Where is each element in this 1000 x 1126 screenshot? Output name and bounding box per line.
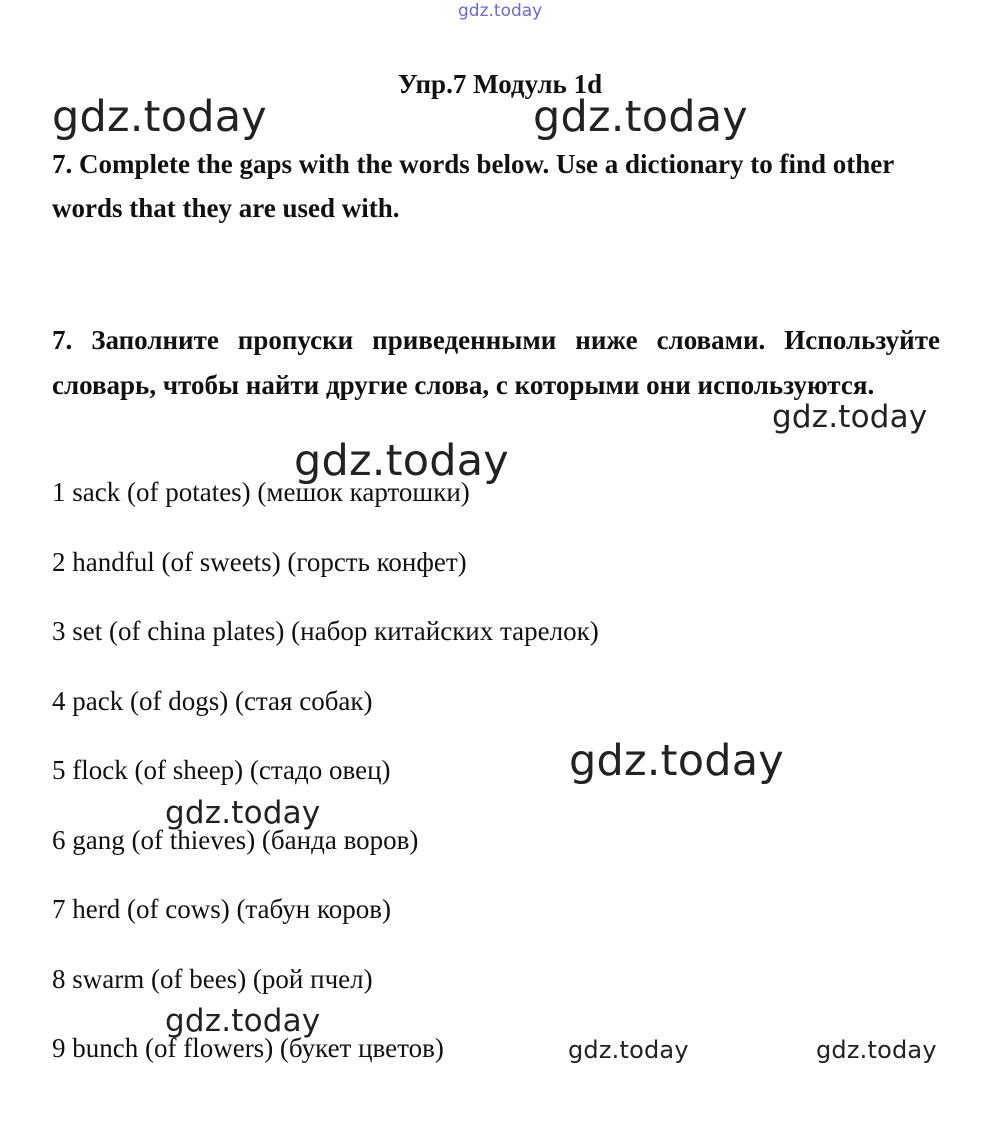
answer-item-9: 9 bunch (of flowers) (букет цветов)	[52, 1033, 444, 1063]
task-instruction-russian: 7. Заполните пропуски приведенными ниже словами. Используйте словарь, чтобы найти другие слова, с которыми они используются.	[52, 325, 940, 400]
answer-item-6: 6 gang (of thieves) (банда воров)	[52, 824, 419, 855]
watermark: gdz.today	[816, 1036, 937, 1064]
watermark-top: gdz.today	[458, 1, 543, 21]
watermark: gdz.today	[772, 399, 928, 435]
watermark: gdz.today	[569, 736, 784, 786]
answer-item-4: 4 pack (of dogs) (стая собак)	[52, 685, 373, 716]
answer-item-2: 2 handful (of sweets) (горсть конфет)	[52, 546, 467, 577]
answer-item-8: 8 swarm (of bees) (рой пчел)	[52, 963, 373, 994]
page-title: Упр.7 Модуль 1d	[397, 69, 603, 99]
answer-item-5: 5 flock (of sheep) (стадо овец)	[52, 755, 391, 785]
watermark: gdz.today	[568, 1036, 689, 1064]
task-instruction-english: 7. Complete the gaps with the words below. Use a dictionary to find other words that they are used with.	[52, 149, 894, 223]
watermark: gdz.today	[294, 436, 509, 486]
watermark: gdz.today	[52, 92, 267, 142]
watermark: gdz.today	[533, 92, 748, 142]
answer-item-7: 7 herd (of cows) (табун коров)	[52, 894, 391, 924]
watermark: gdz.today	[165, 1003, 321, 1039]
watermark: gdz.today	[165, 795, 321, 831]
answer-list	[52, 476, 599, 1102]
answer-item-3: 3 set (of china plates) (набор китайских тарелок)	[52, 616, 599, 646]
answer-item-1: 1 sack (of potates) (мешок картошки)	[52, 477, 470, 507]
